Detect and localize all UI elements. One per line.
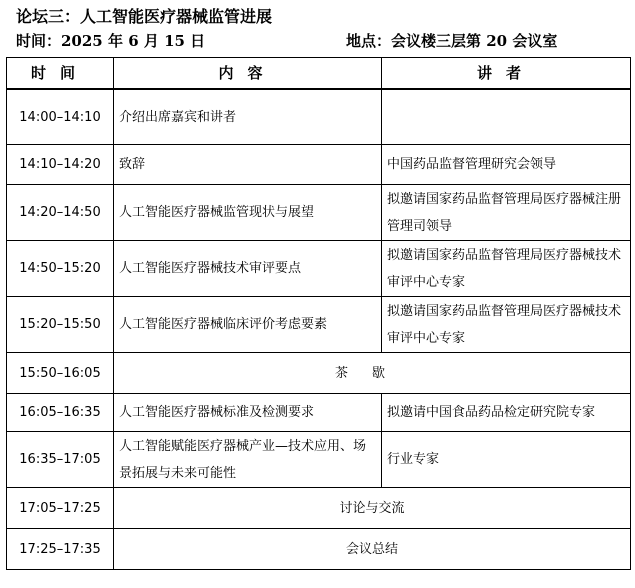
table-row bbox=[7, 488, 631, 529]
content-cell: 人工智能医疗器械临床评价考虑要素 bbox=[114, 297, 382, 353]
time-cell: 17:25–17:35 bbox=[7, 529, 114, 570]
table-row bbox=[7, 185, 631, 241]
meeting-location: 地点：会议楼三层第 20 会议室 bbox=[346, 32, 558, 50]
time-cell: 16:35–17:05 bbox=[7, 432, 114, 488]
speaker-cell: 拟邀请国家药品监督管理局医疗器械技术审评中心专家 bbox=[382, 297, 631, 353]
time-cell: 14:20–14:50 bbox=[7, 185, 114, 241]
table-row bbox=[7, 89, 631, 145]
time-cell: 17:05–17:25 bbox=[7, 488, 114, 529]
speaker-cell: 行业专家 bbox=[382, 432, 631, 488]
time-cell: 15:20–15:50 bbox=[7, 297, 114, 353]
table-row bbox=[7, 241, 631, 297]
merged-cell: 讨论与交流 bbox=[114, 488, 631, 529]
column-header-content: 内容 bbox=[114, 58, 382, 90]
table-row bbox=[7, 353, 631, 394]
column-header-speaker: 讲者 bbox=[382, 58, 631, 90]
forum-title: 论坛三：人工智能医疗器械监管进展 bbox=[16, 7, 273, 26]
merged-cell: 会议总结 bbox=[114, 529, 631, 570]
time-cell: 16:05–16:35 bbox=[7, 394, 114, 432]
table-header-row bbox=[7, 58, 631, 90]
column-header-time: 时间 bbox=[7, 58, 114, 90]
table-row bbox=[7, 145, 631, 185]
table-row bbox=[7, 297, 631, 353]
meeting-time: 时间：2025 年 6 月 15 日 bbox=[16, 32, 206, 50]
time-cell: 14:10–14:20 bbox=[7, 145, 114, 185]
content-cell: 人工智能赋能医疗器械产业—技术应用、场景拓展与未来可能性 bbox=[114, 432, 382, 488]
content-cell: 人工智能医疗器械标准及检测要求 bbox=[114, 394, 382, 432]
time-cell: 14:00–14:10 bbox=[7, 89, 114, 145]
merged-cell: 茶歇 bbox=[114, 353, 631, 394]
content-cell: 人工智能医疗器械监管现状与展望 bbox=[114, 185, 382, 241]
speaker-cell: 拟邀请中国食品药品检定研究院专家 bbox=[382, 394, 631, 432]
speaker-cell: 中国药品监督管理研究会领导 bbox=[382, 145, 631, 185]
content-cell: 介绍出席嘉宾和讲者 bbox=[114, 89, 382, 145]
table-row bbox=[7, 529, 631, 570]
content-cell: 人工智能医疗器械技术审评要点 bbox=[114, 241, 382, 297]
agenda-table bbox=[6, 57, 631, 570]
speaker-cell: 拟邀请国家药品监督管理局医疗器械注册管理司领导 bbox=[382, 185, 631, 241]
table-row bbox=[7, 432, 631, 488]
time-cell: 15:50–16:05 bbox=[7, 353, 114, 394]
table-row bbox=[7, 394, 631, 432]
content-cell: 致辞 bbox=[114, 145, 382, 185]
speaker-cell: 拟邀请国家药品监督管理局医疗器械技术审评中心专家 bbox=[382, 241, 631, 297]
speaker-cell bbox=[382, 89, 631, 145]
time-cell: 14:50–15:20 bbox=[7, 241, 114, 297]
